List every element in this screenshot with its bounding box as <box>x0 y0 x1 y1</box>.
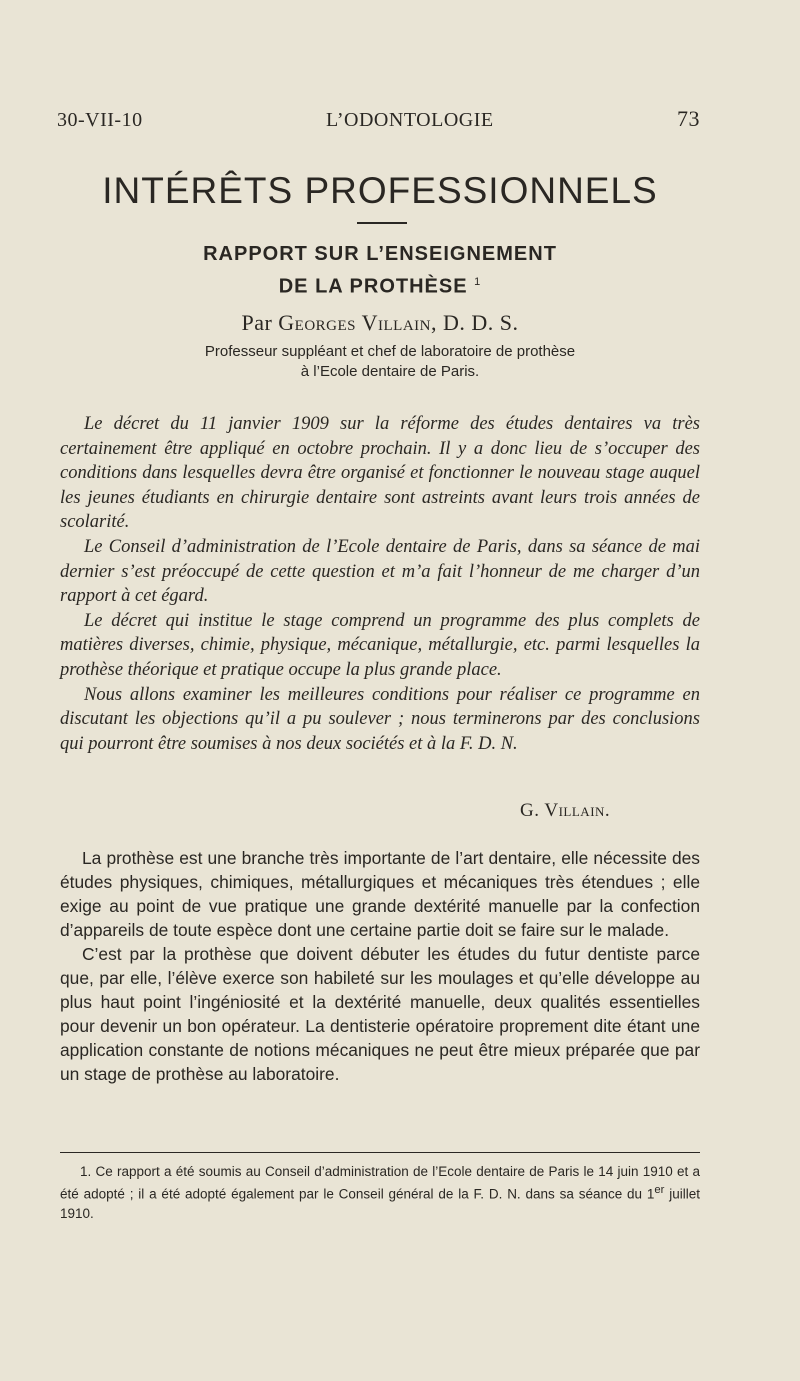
abstract-paragraph: Le décret du 11 janvier 1909 sur la réforme des études dentaires va très certainement être appliqué en octobre prochain. Il y a donc lieu de s’occuper des conditions dans lesquelles devra être organisé et fonctionner le nouveau stage auquel les jeunes étudiants en chirurgie dentaire sont astreints avant leurs trois années de scolarité. <box>60 414 700 533</box>
article-title <box>0 240 760 301</box>
byline <box>0 310 760 336</box>
byline-prefix: Par <box>241 310 273 335</box>
section-title: INTÉRÊTS PROFESSIONNELS <box>102 170 658 211</box>
footnote-ref: 1 <box>474 276 482 288</box>
footnote-sup: er <box>654 1184 665 1196</box>
footnote-text-main: 1. Ce rapport a été soumis au Conseil d’administration de l’Ecole dentaire de Paris le 14 juin 1910 et a été adopté ; il a été adopté également par le Conseil général de la F. D. N. dans sa séance du 1 <box>60 1164 700 1202</box>
footnote-text <box>60 1162 700 1223</box>
page-number: 73 <box>677 106 700 131</box>
body-paragraph: La prothèse est une branche très importante de l’art dentaire, elle nécessite des études physiques, chimiques, métallurgiques et mécaniques très étendues ; elle exige au point de vue pratique une grande dextérité manuelle par la confection d’appareils de toute espèce dont une certaine partie doit se faire sur le malade. <box>60 848 700 940</box>
body-text <box>60 846 700 1086</box>
signature: G. Villain. <box>520 800 611 821</box>
footnote <box>60 1162 700 1223</box>
affiliation-line-1: Professeur suppléant et chef de laboratoire de prothèse <box>204 343 576 360</box>
article-title-line-2 <box>0 268 760 301</box>
footnote-rule <box>60 1152 700 1153</box>
abstract-paragraph: Le décret qui institue le stage comprend un programme des plus complets de matières diverses, chimie, physique, mécanique, métallurgie, etc. parmi lesquelles la prothèse théorique et pratique occupe la plus grande place. <box>60 610 700 680</box>
header-date: 30-VII-10 <box>57 109 143 131</box>
affiliation <box>0 342 780 382</box>
article-title-line-2-text: DE LA PROTHÈSE <box>278 275 468 298</box>
abstract <box>60 412 700 756</box>
article-title-line-1: RAPPORT SUR L’ENSEIGNEMENT <box>203 243 557 265</box>
abstract-paragraph: Nous allons examiner les meilleures conditions pour réaliser ce programme en discutant les objections qu’il a pu soulever ; nous terminerons par des conclusions qui pourront être soumises à nos deux sociétés et à la F. D. N. <box>60 684 700 754</box>
affiliation-line-2: à l’Ecole dentaire de Paris. <box>300 363 480 380</box>
body-paragraph: C’est par la prothèse que doivent débuter les études du futur dentiste parce que, par elle, l’élève exerce son habileté sur les moulages et qu’elle développe au plus haut point l’ingéniosité et la dextérité manuelle, deux qualités essentielles pour devenir un bon opérateur. La dentisterie opératoire proprement dite étant une application constante de notions mécaniques ne peut être mieux préparée que par un stage de prothèse au laboratoire. <box>60 944 700 1084</box>
title-rule <box>357 222 407 224</box>
footnote-text-end: juillet 1910. <box>60 1186 701 1221</box>
author-degree: , D. D. S. <box>431 310 519 335</box>
header-journal: L’ODONTOLOGIE <box>326 109 494 131</box>
running-head <box>57 106 700 132</box>
abstract-paragraph: Le Conseil d’administration de l’Ecole dentaire de Paris, dans sa séance de mai dernier s’est préoccupé de cette question et m’a fait l’honneur de me charger d’un rapport à cet égard. <box>60 536 700 607</box>
author-name: Georges Villain <box>278 310 431 335</box>
